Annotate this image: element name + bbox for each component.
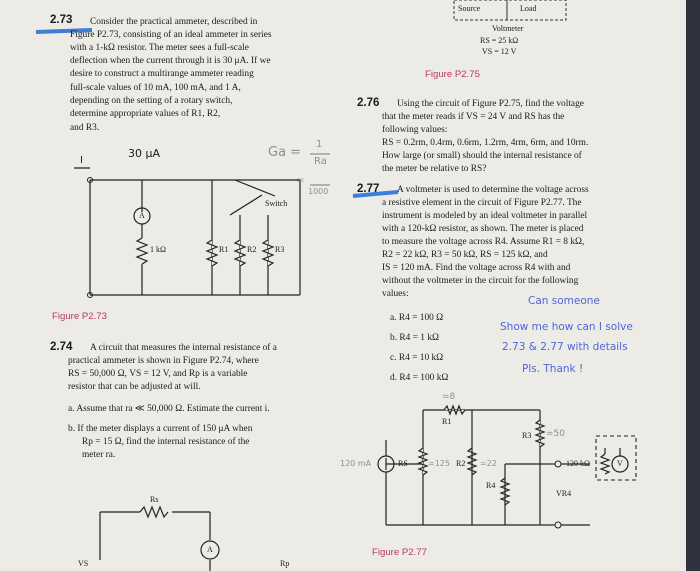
- problem-277-option: a. R4 = 100 Ω: [390, 313, 444, 323]
- fig277-r4-label: R4: [486, 481, 496, 490]
- fig277-meter-resistor-label: 120 kΩ: [566, 459, 590, 468]
- hand-note-line: Can someone: [528, 295, 600, 307]
- problem-276-number: 2.76: [357, 97, 380, 109]
- problem-274-number: 2.74: [50, 341, 73, 353]
- fig273-resistor-label: 1 kΩ: [150, 245, 166, 254]
- problem-277-number: 2.77: [357, 183, 380, 195]
- problem-274-part-b: Rp = 15 Ω, find the internal resistance of the: [82, 437, 250, 447]
- problem-277-line: without the voltmeter in the circuit for the following: [382, 276, 579, 286]
- fig273-r3-label: R3: [275, 245, 285, 254]
- problem-273-line: and R3.: [70, 123, 100, 133]
- hand-ga: Ga =: [268, 145, 302, 160]
- problem-277-line: a resistive element in the circuit of Figure P2.77. The: [382, 198, 582, 208]
- problem-277-line: instrument is modeled by an ideal voltmeter in parallel: [382, 211, 588, 221]
- problem-274-line: RS = 50,000 Ω, VS = 12 V, and Rp is a variable: [68, 369, 248, 379]
- problem-276-line: How large (or small) should the internal resistance of: [382, 151, 582, 161]
- problem-274-line: practical ammeter is shown in Figure P2.74, where: [68, 356, 259, 366]
- fig277-caption: Figure P2.77: [372, 547, 427, 558]
- hand-30ua: 30 μA: [128, 147, 161, 160]
- problem-273-line: depending on the setting of a rotary switch,: [70, 96, 233, 106]
- problem-274-line: resistor that can be adjusted at will.: [68, 382, 201, 392]
- fig274-rs-label: Rs: [150, 495, 159, 504]
- fig273-r1-label: R1: [219, 245, 229, 254]
- fig277-r1-label: R1: [442, 417, 452, 426]
- fig277-r3-label: R3: [522, 431, 532, 440]
- problem-273-line: desire to construct a multirange ammeter reading: [70, 69, 254, 79]
- fig277-voltmeter-label: V: [617, 459, 623, 468]
- hand-1000: 1000: [308, 187, 329, 196]
- problem-273-line: deflection when the current through it is 30 μA. If we: [70, 56, 271, 66]
- fig277-anno-120: 120 mA: [340, 459, 372, 468]
- fig275-load-label: Load: [520, 4, 537, 13]
- problem-274-part-b: meter ra.: [82, 450, 116, 460]
- fig277-anno-22: =22: [480, 459, 497, 468]
- problem-273-number: 2.73: [50, 14, 73, 26]
- hand-current-i: I: [80, 155, 83, 166]
- problem-277-line: with a 120-kΩ resistor, as shown. The meter is placed: [382, 224, 584, 234]
- problem-276-line: following values:: [382, 125, 448, 135]
- fig275-voltmeter-label: Voltmeter: [492, 24, 524, 33]
- hand-ra: Ra: [314, 156, 327, 167]
- problem-277-option: d. R4 = 100 kΩ: [390, 373, 449, 383]
- fig275-caption: Figure P2.75: [425, 69, 480, 80]
- problem-276-line: that the meter reads if VS = 24 V and RS has the: [382, 112, 565, 122]
- problem-277-line: IS = 120 mA. Find the voltage across R4 with and: [382, 263, 571, 273]
- problem-273-line: Consider the practical ammeter, described in: [90, 17, 258, 27]
- problem-277-option: c. R4 = 10 kΩ: [390, 353, 444, 363]
- problem-276-line: the meter be relative to RS?: [382, 164, 487, 174]
- fig273-switch-label: Switch: [265, 199, 288, 208]
- fig277-anno-125: =125: [428, 459, 450, 468]
- fig277-r2-label: R2: [456, 459, 466, 468]
- problem-276-line: Using the circuit of Figure P2.75, find the voltage: [397, 99, 584, 109]
- problem-273-line: full-scale values of 10 mA, 100 mA, and 1 A,: [70, 83, 241, 93]
- fig277-rs-label: RS: [398, 459, 408, 468]
- fig275-source-label: Source: [458, 4, 481, 13]
- hand-note-line: Pls. Thank !: [522, 363, 584, 375]
- hand-note-line: 2.73 & 2.77 with details: [502, 341, 628, 353]
- problem-277-line: A voltmeter is used to determine the voltage across: [397, 185, 589, 195]
- fig275-vs-label: VS = 12 V: [482, 47, 517, 56]
- hand-note-line: Show me how can I solve: [500, 321, 633, 333]
- problem-274-part-a: a. Assume that ra ≪ 50,000 Ω. Estimate the current i.: [68, 404, 270, 414]
- problem-273-line: Figure P2.73, consisting of an ideal ammeter in series: [70, 30, 272, 40]
- problem-277-option: b. R4 = 1 kΩ: [390, 333, 439, 343]
- fig273-r2-label: R2: [247, 245, 257, 254]
- fig277-anno-50: =50: [546, 429, 565, 439]
- fig274-rp-label: Rp: [280, 559, 290, 568]
- problem-274-part-b: b. If the meter displays a current of 150 μA when: [68, 424, 253, 434]
- fig274-vs-label: VS: [78, 559, 89, 568]
- problem-277-line: values:: [382, 289, 409, 299]
- problem-277-line: to measure the voltage across R4. Assume R1 = 8 kΩ,: [382, 237, 585, 247]
- problem-273-line: determine appropriate values of R1, R2,: [70, 109, 221, 119]
- problem-277-line: R2 = 22 kΩ, R3 = 50 kΩ, RS = 125 kΩ, and: [382, 250, 548, 260]
- problem-273-line: with a 1-kΩ resistor. The meter sees a full-scale: [70, 43, 249, 53]
- problem-274-line: A circuit that measures the internal resistance of a: [90, 343, 277, 353]
- fig274-meter-label: A: [207, 545, 213, 554]
- problem-276-line: RS = 0.2rm, 0.4rm, 0.6rm, 1.2rm, 4rm, 6rm, and 10rm.: [382, 138, 589, 148]
- fig273-meter-label: A: [139, 211, 145, 220]
- fig275-rs-label: RS = 25 kΩ: [480, 36, 519, 45]
- fig277-anno-8: =8: [442, 392, 456, 402]
- hand-one: 1: [316, 139, 323, 150]
- fig273-caption: Figure P2.73: [52, 311, 107, 322]
- hand-eq: =: [296, 175, 305, 186]
- fig277-vr4-label: VR4: [556, 489, 572, 498]
